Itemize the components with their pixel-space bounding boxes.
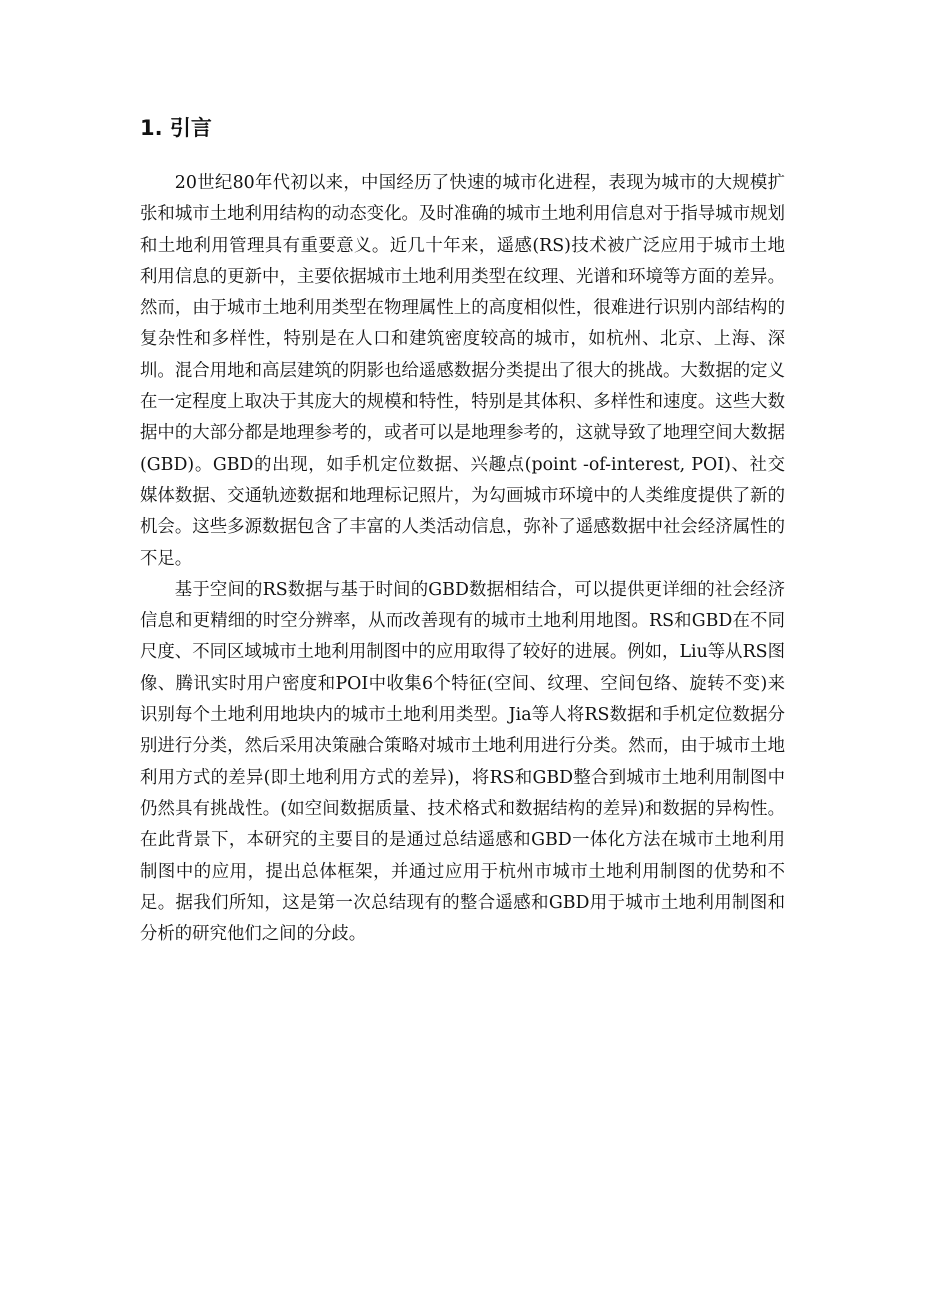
document-body bbox=[140, 168, 785, 950]
section-heading: 1. 引言 bbox=[140, 116, 212, 140]
paragraph-research-aim: 基于空间的RS数据与基于时间的GBD数据相结合，可以提供更详细的社会经济信息和更精细的时空分辨率，从而改善现有的城市土地利用地图。RS和GBD在不同尺度、不同区域城市土地利用制图中的应用取得了较好的进展。例如，Liu等从RS图像、腾讯实时用户密度和POI中收集6个特征(空间、纹理、空间包络、旋转不变)来识别每个土地利用地块内的城市土地利用类型。Jia等人将RS数据和手机定位数据分别进行分类，然后采用决策融合策略对城市土地利用进行分类。然而，由于城市土地利用方式的差异(即土地利用方式的差异)，将RS和GBD整合到城市土地利用制图中仍然具有挑战性。(如空间数据质量、技术格式和数据结构的差异)和数据的异构性。在此背景下，本研究的主要目的是通过总结遥感和GBD一体化方法在城市土地利用制图中的应用，提出总体框架，并通过应用于杭州市城市土地利用制图的优势和不足。据我们所知，这是第一次总结现有的整合遥感和GBD用于城市土地利用制图和分析的研究他们之间的分歧。 bbox=[140, 579, 785, 945]
paragraph-intro-background: 20世纪80年代初以来，中国经历了快速的城市化进程，表现为城市的大规模扩张和城市土地利用结构的动态变化。及时准确的城市土地利用信息对于指导城市规划和土地利用管理具有重要意义。近几十年来，遥感(RS)技术被广泛应用于城市土地利用信息的更新中，主要依据城市土地利用类型在纹理、光谱和环境等方面的差异。然而，由于城市土地利用类型在物理属性上的高度相似性，很难进行识别内部结构的复杂性和多样性，特别是在人口和建筑密度较高的城市，如杭州、北京、上海、深圳。混合用地和高层建筑的阴影也给遥感数据分类提出了很大的挑战。大数据的定义在一定程度上取决于其庞大的规模和特性，特别是其体积、多样性和速度。这些大数据中的大部分都是地理参考的，或者可以是地理参考的，这就导致了地理空间大数据(GBD)。GBD的出现，如手机定位数据、兴趣点(point -of-interest, POI)、社交媒体数据、交通轨迹数据和地理标记照片，为勾画城市环境中的人类维度提供了新的机会。这些多源数据包含了丰富的人类活动信息，弥补了遥感数据中社会经济属性的不足。 bbox=[140, 173, 785, 569]
